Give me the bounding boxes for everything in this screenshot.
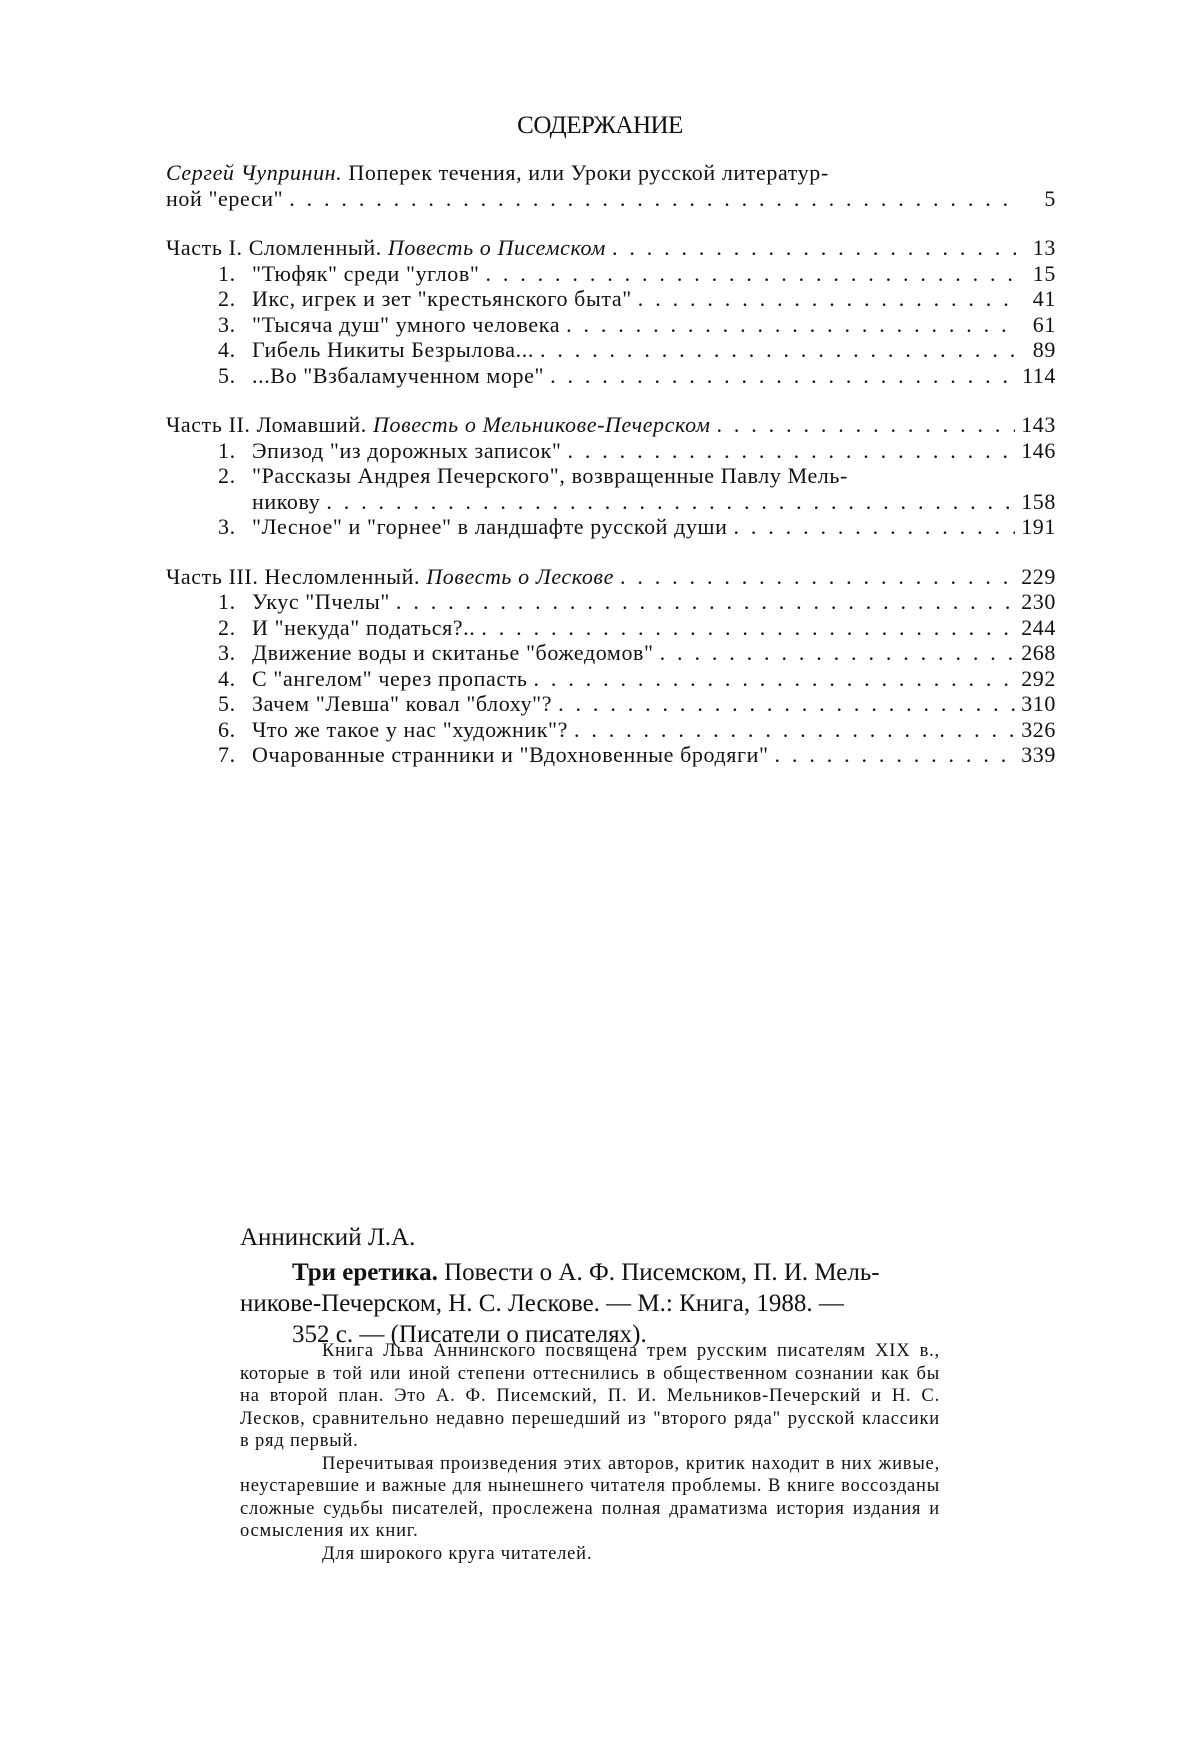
toc-chapter: [166, 463, 1056, 489]
annotation-paragraph: Для широкого круга читателей.: [322, 1543, 593, 1564]
chapter-title: Зачем "Левша" ковал "блоху"?: [252, 691, 553, 716]
biblio-line-2: никове-Печерском, Н. С. Лескове. — М.: Книга, 1988. —: [240, 1290, 844, 1317]
chapter-title: Гибель Никиты Безрылова...: [252, 337, 534, 362]
page-number: 5: [1044, 185, 1056, 211]
toc-intro-line-1: [166, 160, 1056, 186]
dot-leader: [660, 640, 1016, 666]
toc-chapter: [166, 717, 1056, 743]
biblio-line-3: 352 с. — (Писатели о писателях).: [292, 1321, 647, 1348]
toc-part-2: [166, 412, 1056, 438]
chapter-title: "Тысяча душ" умного человека: [252, 311, 561, 337]
chapter-title: "Лесное" и "горнее" в ландшафте русской души: [252, 514, 728, 539]
part-label: Часть I. Сломленный.: [166, 235, 382, 260]
toc-chapter-continuation: [166, 489, 1056, 515]
biblio-title-line: [240, 1257, 940, 1288]
chapter-number: 5.: [218, 691, 236, 716]
toc-heading: СОДЕРЖАНИЕ: [517, 112, 683, 139]
biblio-line-1: Повести о А. Ф. Писемском, П. И. Мель-: [444, 1259, 880, 1286]
page-number: 89: [1032, 337, 1056, 362]
chapter-number: 1.: [218, 260, 236, 286]
page-number: 229: [1021, 563, 1056, 589]
chapter-title: "Тюфяк" среди "углов": [252, 260, 480, 286]
dot-leader: [716, 412, 1015, 438]
toc-chapter: [166, 363, 1056, 389]
chapter-title: С "ангелом" через пропасть: [252, 665, 528, 691]
chapter-number: 7.: [218, 742, 236, 767]
chapter-number: 2.: [218, 463, 236, 488]
intro-title-cont: ной "ереси": [166, 185, 284, 211]
biblio-author: Аннинский Л.А.: [240, 1224, 416, 1251]
dot-leader: [481, 615, 1015, 641]
dot-leader: [550, 363, 1016, 389]
part-label: Часть III. Несломленный.: [166, 563, 421, 589]
chapter-number: 2.: [218, 286, 236, 311]
toc-part-3: [166, 564, 1056, 590]
chapter-title: "Рассказы Андрея Печерского", возвращенные Павлу Мель-: [252, 463, 848, 488]
bibliographic-record: [240, 1222, 940, 1350]
dot-leader: [733, 514, 1015, 540]
chapter-number: 1.: [218, 589, 236, 614]
dot-leader: [326, 489, 1015, 515]
chapter-number: 6.: [218, 716, 236, 742]
page-number: 310: [1021, 691, 1056, 716]
book-title: Три еретика.: [292, 1259, 438, 1286]
part-subtitle: Повесть о Мельникове-Печерском: [373, 412, 711, 437]
chapter-number: 1.: [218, 437, 236, 463]
dot-leader: [540, 337, 1016, 363]
chapter-title: И "некуда" податься?..: [252, 614, 476, 640]
page-number: 158: [1021, 488, 1056, 514]
chapter-title: Очарованные странники и "Вдохновенные бродяги": [252, 742, 769, 767]
page-number: 191: [1021, 514, 1056, 539]
page-number: 61: [1032, 311, 1056, 337]
part-subtitle: Повесть о Писемском: [387, 235, 606, 260]
chapter-title: Укус "Пчелы": [252, 589, 390, 614]
chapter-number: 4.: [218, 337, 236, 362]
part-label: Часть II. Ломавший.: [166, 412, 367, 437]
toc-part-1: [166, 235, 1056, 261]
page-number: 230: [1021, 589, 1056, 614]
toc-chapter: [166, 589, 1056, 615]
toc-chapter: [166, 742, 1056, 768]
toc-chapter: [166, 640, 1056, 666]
page-number: 326: [1021, 716, 1056, 742]
chapter-number: 5.: [218, 362, 236, 388]
annotation: [240, 1340, 940, 1565]
annotation-paragraph: Книга Льва Аннинского посвящена трем русским писателям XIX в., которые в той или иной степени оттеснились в общественном сознании как бы на второй план. Это А. Ф. Писемский, П. И. Мельников-Печерский и Н. С. Лесков, сравнительно недавно перешедший из "второго ряда" русской классики в ряд первый.: [240, 1341, 940, 1451]
toc-chapter: [166, 615, 1056, 641]
table-of-contents: [166, 160, 1056, 768]
chapter-number: 2.: [218, 614, 236, 640]
page-number: 268: [1021, 640, 1056, 665]
toc-chapter: [166, 337, 1056, 363]
chapter-number: 3.: [218, 640, 236, 665]
toc-chapter: [166, 312, 1056, 338]
dot-leader: [775, 742, 1016, 768]
chapter-title: ...Во "Взбаламученном море": [252, 362, 545, 388]
part-subtitle: Повесть о Лескове: [426, 563, 614, 589]
page-number: 13: [1032, 235, 1056, 260]
page-number: 244: [1021, 614, 1056, 640]
dot-leader: [485, 261, 1016, 287]
page-number: 143: [1021, 412, 1056, 437]
dot-leader: [396, 589, 1015, 615]
toc-chapter: [166, 286, 1056, 312]
toc-chapter: [166, 691, 1056, 717]
intro-author: Сергей Чупринин.: [166, 160, 343, 185]
chapter-title: Эпизод "из дорожных записок": [252, 437, 562, 463]
page-number: 339: [1021, 742, 1056, 767]
dot-leader: [289, 186, 1016, 212]
page-number: 114: [1022, 362, 1056, 388]
chapter-title: Икс, игрек и зет "крестьянского быта": [252, 286, 632, 311]
chapter-title: Движение воды и скитанье "божедомов": [252, 640, 654, 665]
page-number: 146: [1021, 437, 1056, 463]
dot-leader: [638, 286, 1016, 312]
intro-title-part: Поперек течения, или Уроки русской литератур-: [348, 160, 829, 185]
chapter-number: 3.: [218, 514, 236, 539]
chapter-title-cont: никову: [252, 488, 321, 514]
page-number: 292: [1021, 665, 1056, 691]
toc-chapter: [166, 666, 1056, 692]
chapter-number: 3.: [218, 311, 236, 337]
dot-leader: [534, 666, 1016, 692]
dot-leader: [558, 691, 1015, 717]
annotation-paragraph: Перечитывая произведения этих авторов, критик находит в них живые, неустаревшие и важные для нынешнего читателя проблемы. В книге воссозданы сложные судьбы писателей, прослежена полная драматизма история издания и осмысления их книг.: [240, 1453, 940, 1541]
toc-intro-line-2: [166, 186, 1056, 212]
page-number: 15: [1032, 260, 1056, 286]
chapter-title: Что же такое у нас "художник"?: [252, 716, 568, 742]
dot-leader: [612, 235, 1016, 261]
page-number: 41: [1032, 286, 1056, 311]
toc-chapter: [166, 514, 1056, 540]
toc-chapter: [166, 261, 1056, 287]
dot-leader: [574, 717, 1015, 743]
chapter-number: 4.: [218, 665, 236, 691]
dot-leader: [620, 564, 1015, 590]
dot-leader: [566, 312, 1016, 338]
dot-leader: [567, 438, 1015, 464]
toc-chapter: [166, 438, 1056, 464]
